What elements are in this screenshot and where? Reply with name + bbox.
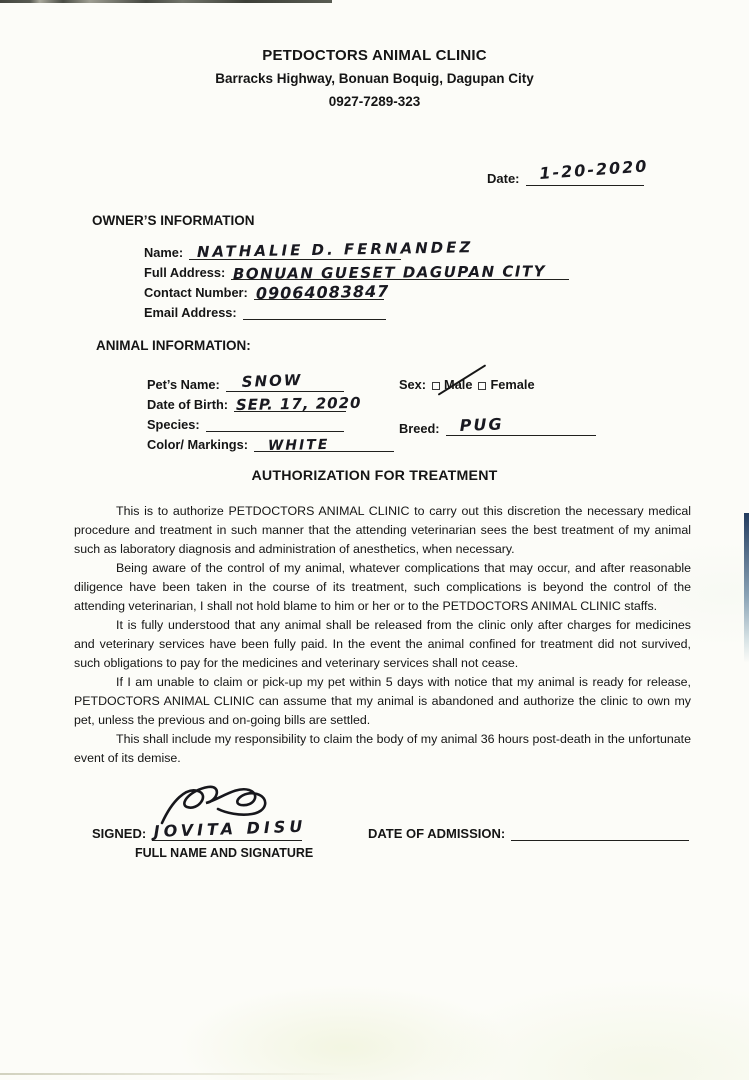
color-markings-line bbox=[254, 435, 394, 452]
admission-date-label: DATE OF ADMISSION: bbox=[368, 826, 506, 841]
clinic-name: PETDOCTORS ANIMAL CLINIC bbox=[262, 47, 487, 64]
admission-date-line bbox=[511, 824, 689, 841]
owner-name-label: Name: bbox=[144, 245, 184, 260]
owner-name-row bbox=[144, 240, 569, 260]
owner-address-handwriting: BONUAN GUESET DAGUPAN CITY bbox=[233, 262, 547, 283]
birthdate-line bbox=[234, 393, 362, 414]
pet-name-line bbox=[226, 370, 344, 392]
authorization-paragraph: It is fully understood that any animal shall be released from the clinic only after charges for medicines and veterinary services have been fully paid. In the event the animal confined for treatment did not survived, such obligations to pay for the medicines and veterinary services shall not cease. bbox=[74, 618, 691, 670]
owner-email-line bbox=[243, 303, 386, 320]
date-line bbox=[526, 156, 649, 186]
signed-caption: FULL NAME AND SIGNATURE bbox=[135, 846, 314, 860]
authorization-paragraph: If I am unable to claim or pick-up my pet within 5 days with notice that my animal is ready for release, PETDOCTORS ANIMAL CLINIC can assume that my animal is abandoned and authorize the clinic to own my pet, unless the previous and on-going bills are settled. bbox=[74, 675, 691, 727]
owner-address-label: Full Address: bbox=[144, 265, 226, 280]
date-label: Date: bbox=[487, 171, 520, 186]
owner-contact-row bbox=[144, 280, 569, 303]
clinic-header bbox=[0, 44, 749, 113]
owner-address-line bbox=[231, 262, 569, 283]
authorization-title: AUTHORIZATION FOR TREATMENT bbox=[251, 468, 498, 484]
sex-row bbox=[399, 372, 535, 392]
owner-name-line bbox=[189, 238, 474, 261]
animal-section-heading: ANIMAL INFORMATION: bbox=[96, 338, 251, 353]
species-line bbox=[206, 415, 344, 432]
clinic-address: Barracks Highway, Bonuan Boquig, Dagupan City bbox=[215, 71, 534, 86]
pet-name-handwriting: SNOW bbox=[241, 370, 303, 391]
owner-fields bbox=[144, 240, 569, 320]
owner-address-row bbox=[144, 260, 569, 283]
authorization-body bbox=[74, 502, 691, 768]
female-option-label: Female bbox=[490, 377, 535, 392]
signature-section bbox=[0, 783, 749, 883]
admission-date-field bbox=[368, 821, 689, 841]
female-checkbox bbox=[478, 382, 486, 390]
owner-section-heading: OWNER’S INFORMATION bbox=[92, 213, 255, 228]
owner-contact-handwriting: 09064083847 bbox=[255, 281, 390, 303]
color-markings-handwriting: WHITE bbox=[267, 436, 330, 454]
breed-line bbox=[446, 414, 596, 436]
scan-edge-artifact-right bbox=[744, 513, 749, 663]
sex-label: Sex: bbox=[399, 377, 427, 392]
male-option bbox=[444, 377, 472, 392]
species-label: Species: bbox=[147, 417, 200, 432]
scan-edge-artifact-bottom bbox=[0, 1073, 345, 1075]
owner-name-handwriting: NATHALIE D. FERNANDEZ bbox=[196, 238, 474, 261]
birthdate-label: Date of Birth: bbox=[147, 397, 229, 412]
clinic-phone: 0927-7289-323 bbox=[328, 94, 421, 109]
signed-line bbox=[152, 816, 307, 841]
color-markings-label: Color/ Markings: bbox=[147, 437, 248, 452]
male-checkbox bbox=[432, 382, 440, 390]
authorization-paragraph: This shall include my responsibility to claim the body of my animal 36 hours post-death in the unfortunate event of its demise. bbox=[74, 732, 691, 765]
birthdate-handwriting: SEP. 17, 2020 bbox=[235, 393, 362, 414]
animal-fields bbox=[147, 372, 707, 452]
scan-edge-artifact-top bbox=[0, 0, 332, 3]
owner-contact-line bbox=[254, 281, 390, 303]
owner-contact-label: Contact Number: bbox=[144, 285, 248, 300]
signed-field bbox=[92, 816, 307, 841]
owner-email-label: Email Address: bbox=[144, 305, 237, 320]
authorization-paragraph: This is to authorize PETDOCTORS ANIMAL CLINIC to carry out this discretion the necessary medical procedure and treatment in such manner that the attending veterinarian sees the best treatment of my animal such as laboratory diagnosis and administration of anesthetics, when necessary. bbox=[74, 504, 691, 556]
birthdate-row bbox=[147, 392, 707, 412]
signed-label: SIGNED: bbox=[92, 826, 147, 841]
authorization-paragraph: Being aware of the control of my animal, whatever complications that may occur, and after reasonable diligence have been taken in the course of its treatment, such complications is beyond the control of the attending veterinarian, I shall not hold blame to him or her or to the PETDOCTORS ANIMAL CLINIC staffs. bbox=[74, 561, 691, 613]
breed-label: Breed: bbox=[399, 421, 440, 436]
breed-row bbox=[399, 416, 596, 436]
owner-email-row bbox=[144, 300, 569, 320]
male-option-label: Male bbox=[444, 377, 473, 392]
pet-name-label: Pet’s Name: bbox=[147, 377, 220, 392]
signed-handwriting: JOVITA DISU bbox=[153, 816, 307, 841]
breed-handwriting: PUG bbox=[458, 414, 504, 435]
date-handwriting: 1-20-2020 bbox=[538, 156, 649, 183]
date-field bbox=[487, 156, 649, 186]
